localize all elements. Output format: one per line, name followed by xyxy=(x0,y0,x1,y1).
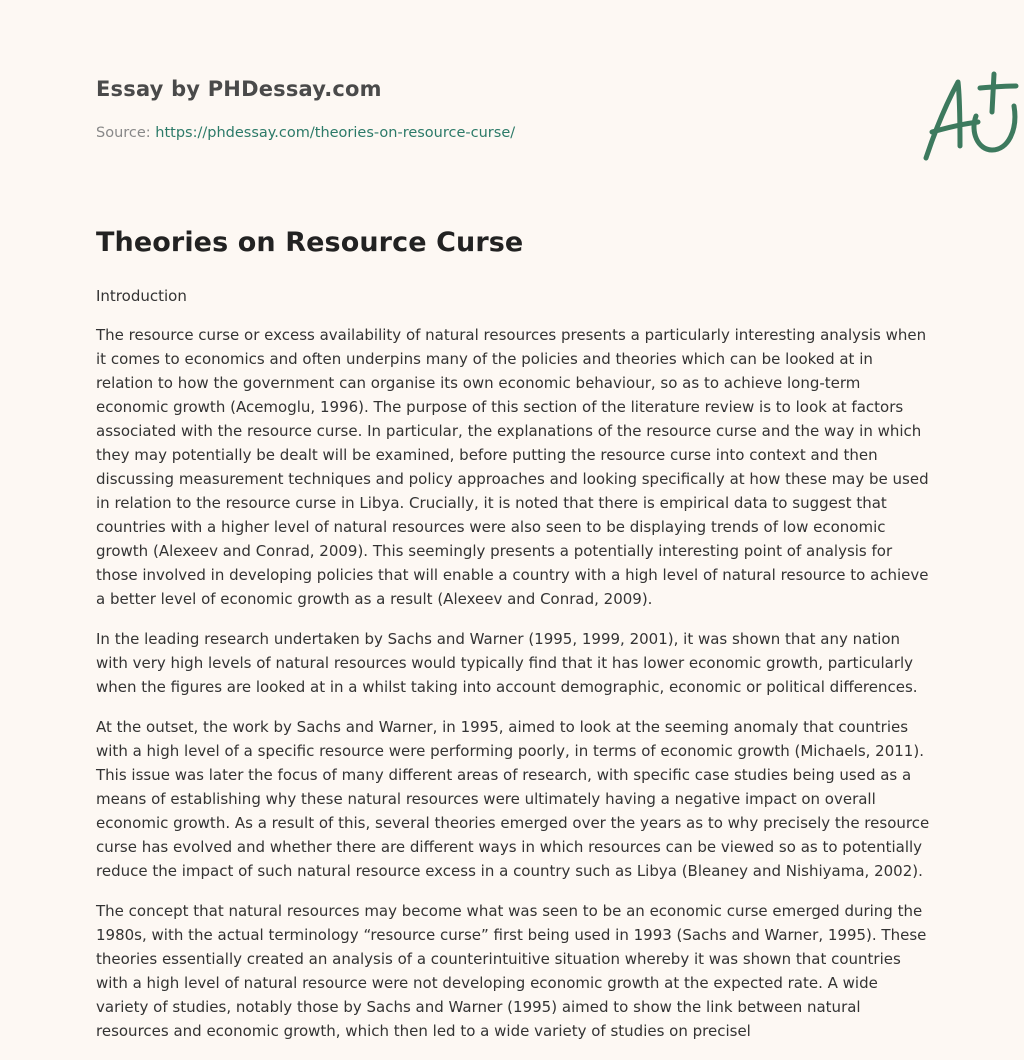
source-label: Source: xyxy=(96,125,151,141)
paragraph: Introduction xyxy=(96,287,187,305)
site-brand: Essay by PHDessay.com xyxy=(96,77,382,101)
paragraph: In the leading research undertaken by Sachs and Warner (1995, 1999, 2001), it was shown that any nation with very high levels of natural resources would typically find that it has lower economic growth, particularly when the figures are looked at in a whilst taking into account demographic, economic or political differences. xyxy=(96,630,918,696)
paragraph: The concept that natural resources may become what was seen to be an economic curse emerged during the 1980s, with the actual terminology “resource curse” first being used in 1993 (Sachs and Warner, 1995). These theories essentially created an analysis of a counterintuitive situation whereby it was shown that countries with a high level of natural resource were not developing economic growth at the expected rate. A wide variety of studies, notably those by Sachs and Warner (1995) aimed to show the link between natural resources and economic growth, which then led to a wide variety of studies on precisel xyxy=(96,902,927,1040)
essay-body xyxy=(96,284,930,1059)
a-plus-logo-icon xyxy=(920,66,1024,166)
paragraph: At the outset, the work by Sachs and Warner, in 1995, aimed to look at the seeming anomaly that countries with a high level of a specific resource were performing poorly, in terms of economic growth (Michaels, 2011). This issue was later the focus of many different areas of research, with specific case studies being used as a means of establishing why these natural resources were ultimately having a negative impact on overall economic growth. As a result of this, several theories emerged over the years as to why precisely the resource curse has evolved and whether there are different ways in which resources can be viewed so as to potentially reduce the impact of such natural resource excess in a country such as Libya (Bleaney and Nishiyama, 2002). xyxy=(96,718,930,880)
source-link[interactable]: https://phdessay.com/theories-on-resource-curse/ xyxy=(155,125,516,141)
source-line xyxy=(96,125,515,141)
essay-title: Theories on Resource Curse xyxy=(96,227,524,258)
paragraph: The resource curse or excess availability of natural resources presents a particularly interesting analysis when it comes to economics and often underpins many of the policies and theories which can be looked at in relation to how the government can organise its own economic behaviour, so as to achieve long-term economic growth (Acemoglu, 1996). The purpose of this section of the literature review is to look at factors associated with the resource curse. In particular, the explanations of the resource curse and the way in which they may potentially be dealt will be examined, before putting the resource curse into context and then discussing measurement techniques and policy approaches and looking specifically at how these may be used in relation to the resource curse in Libya. Crucially, it is noted that there is empirical data to suggest that countries with a higher level of natural resources were also seen to be displaying trends of low economic growth (Alexeev and Conrad, 2009). This seemingly presents a potentially interesting point of analysis for those involved in developing policies that will enable a country with a high level of natural resource to achieve a better level of economic growth as a result (Alexeev and Conrad, 2009). xyxy=(96,326,929,608)
